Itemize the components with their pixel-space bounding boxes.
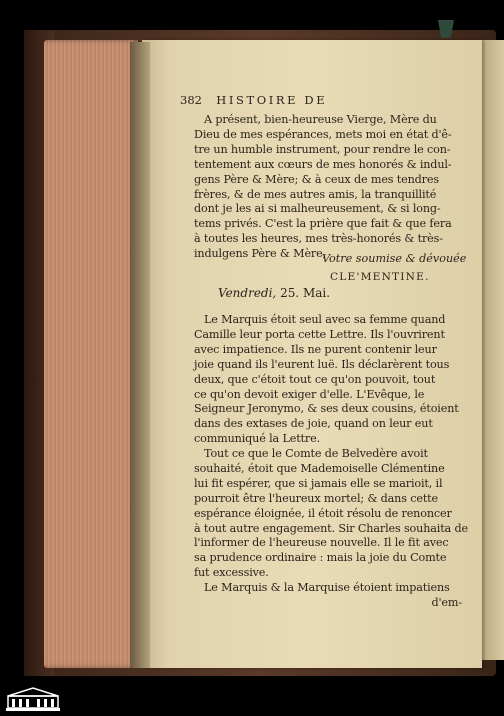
letter-line: dont je les ai si malheureusement, & si long- (194, 202, 441, 216)
page-number: 382 (180, 93, 202, 107)
catchword: d'em- (431, 595, 462, 609)
text-line: pourroit être l'heureux mortel; & dans cette (194, 491, 438, 505)
letter-line: tre un humble instrument, pour rendre le con- (194, 142, 451, 156)
letter-line: frères, & de mes autres amis, la tranquillité (194, 187, 437, 201)
letter-line: indulgens Père & Mère, (194, 247, 326, 261)
letter-signature: CLE'MENTINE. (330, 271, 430, 283)
text-line: communiqué la Lettre. (194, 432, 320, 446)
letter-line: tentement aux cœurs de mes honorés & indul- (194, 157, 452, 171)
page-gutter (130, 42, 150, 668)
library-building-icon (4, 686, 62, 712)
text-line: fut excessive. (194, 566, 269, 580)
dateline-day: Vendredi, (218, 286, 277, 300)
facing-page-edge (482, 40, 504, 660)
running-title: HISTOIRE DE (216, 93, 328, 107)
letter-line: gens Père & Mère; & à ceux de mes tendres (194, 172, 439, 186)
paragraph-3 (194, 581, 462, 611)
letter-line: A présent, bien-heureuse Vierge, Mère du (204, 113, 437, 126)
footer-bar (0, 676, 504, 716)
text-line: espérance éloignée, il étoit résolu de renoncer (194, 506, 452, 520)
text-line: souhaité, étoit que Mademoiselle Clémentine (194, 461, 445, 475)
dateline (218, 286, 330, 300)
text-line: Camille leur porta cette Lettre. Ils l'ouvrirent (194, 327, 445, 341)
text-line: Le Marquis étoit seul avec sa femme quand (204, 313, 446, 326)
text-line: deux, que c'étoit tout ce qu'on pouvoit, tout (194, 372, 436, 386)
text-line: ce qu'on devoit exiger d'elle. L'Evêque, le (194, 387, 425, 401)
text-line: à tout autre engagement. Sir Charles souhaita de (194, 521, 468, 535)
text-line: sa prudence ordinaire : mais la joie du Comte (194, 551, 447, 565)
text-line: joie quand ils l'eurent luë. Ils déclarèrent tous (194, 357, 450, 371)
dateline-date: 25. Mai. (280, 286, 331, 300)
running-head (180, 93, 470, 107)
text-line: avec impatience. Ils ne purent contenir leur (194, 342, 437, 356)
text-line: dans des extases de joie, quand on leur eut (194, 417, 433, 431)
letter-line: Dieu de mes espérances, mets moi en état d'ê- (194, 127, 452, 141)
letter-line: à toutes les heures, mes très-honorés & très- (194, 232, 443, 246)
text-line: Tout ce que le Comte de Belvedère avoit (204, 447, 428, 460)
letter-closing: Votre soumise & dévouée (322, 252, 467, 265)
letter-line: tems privés. C'est la prière que fait & que fera (194, 217, 452, 231)
text-line: l'informer de l'heureuse nouvelle. Il le fit avec (194, 536, 449, 550)
paragraph-1 (194, 313, 462, 447)
text-line: Le Marquis & la Marquise étoient impatiens (204, 581, 450, 594)
letter-text (194, 113, 462, 262)
page-edges (44, 40, 138, 668)
text-line: lui fit espérer, que si jamais elle se marioit, il (194, 476, 443, 490)
paragraph-2 (194, 447, 468, 581)
text-line: Seigneur Jeronymo, & ses deux cousins, étoient (194, 402, 459, 416)
